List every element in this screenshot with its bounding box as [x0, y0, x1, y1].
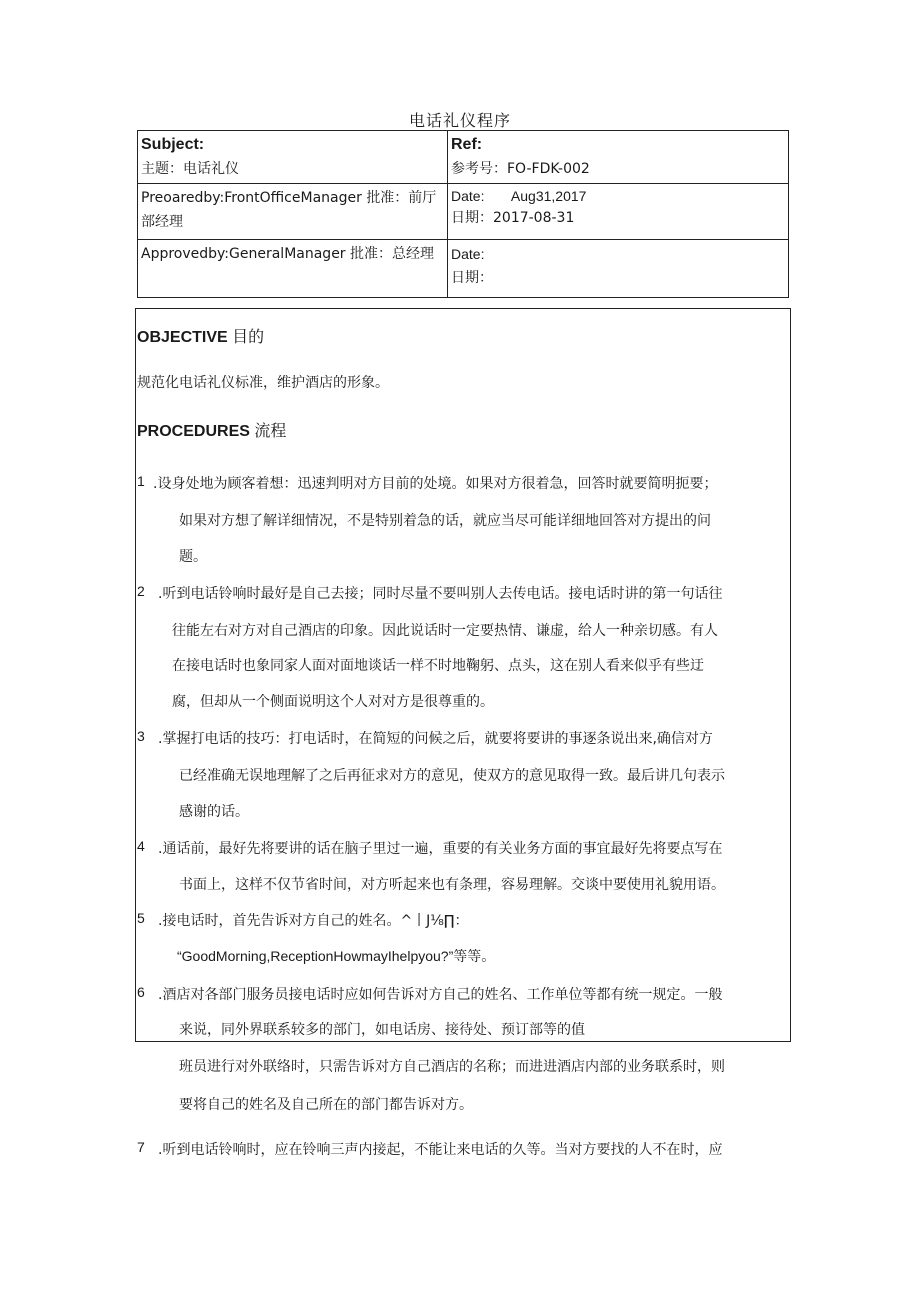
item-2-line: 腐，但却从一个侧面说明这个人对对方是很尊重的。	[172, 694, 494, 710]
item-5-line: .接电话时，首先告诉对方自己的姓名。^丨J⅛∏：	[158, 913, 469, 929]
item-4-line: .通话前，最好先将要讲的话在脑子里过一遍，重要的有关业务方面的事宜最好先将要点写在	[158, 841, 723, 857]
procedures-heading	[137, 418, 286, 441]
item-3-line: 感谢的话。	[179, 804, 249, 820]
subject-value: 主题：电话礼仪	[141, 161, 239, 177]
date2-cell	[448, 240, 789, 298]
approved-text: Approvedby:GeneralManager 批准：总经理	[141, 246, 435, 262]
subject-cell	[138, 131, 448, 184]
document-title: 电话礼仪程序	[408, 111, 511, 130]
item-5-line: “GoodMorning,ReceptionHowmayIhelpyou?”等等。	[177, 948, 496, 964]
date2-line2: 日期：	[451, 270, 493, 286]
prepared-cell	[138, 184, 448, 240]
header-table	[137, 130, 789, 298]
item-4-number: 4	[137, 838, 145, 854]
item-1-line: 如果对方想了解详细情况，不是特别着急的话，就应当尽可能详细地回答对方提出的问	[179, 513, 711, 529]
item-2-number: 2	[137, 583, 145, 599]
date1-line1: Date: Aug31,2017	[451, 188, 587, 204]
item-1-line: 题。	[179, 549, 207, 565]
item-6-line: .酒店对各部门服务员接电话时应如何告诉对方自己的姓名、工作单位等都有统一规定。一般	[158, 987, 723, 1003]
item-3-line: .掌握打电话的技巧：打电话时，在简短的问候之后，就要将要讲的事逐条说出来,确信对方	[158, 731, 713, 747]
item-2-line: 在接电话时也象同家人面对面地谈话一样不时地鞠躬、点头，这在别人看来似乎有些迂	[172, 658, 704, 674]
prepared-line1: Preoaredby:FrontOfficeManager 批准：前厅	[141, 190, 437, 206]
objective-heading-en: OBJECTIVE	[137, 329, 228, 346]
item-7-line: .听到电话铃响时，应在铃响三声内接起，不能让来电话的久等。当对方要找的人不在时，应	[158, 1142, 723, 1158]
item-6-line: 来说，同外界联系较多的部门，如电话房、接待处、预订部等的值	[179, 1022, 585, 1038]
item-3-line: 已经准确无误地理解了之后再征求对方的意见，使双方的意见取得一致。最后讲几句表示	[179, 768, 725, 784]
item-7-number: 7	[137, 1139, 145, 1155]
objective-heading	[137, 324, 264, 347]
ref-value: 参考号：FO-FDK-002	[451, 161, 590, 177]
objective-heading-cn: 目的	[232, 327, 265, 346]
ref-cell	[448, 131, 789, 184]
item-6-number: 6	[137, 984, 145, 1000]
objective-text: 规范化电话礼仪标准，维护酒店的形象。	[137, 375, 389, 391]
item-2-line: 往能左右对方对自己酒店的印象。因此说话时一定要热情、谦虚，给人一种亲切感。有人	[172, 623, 718, 639]
item-5-number: 5	[137, 910, 145, 926]
date1-cell	[448, 184, 789, 240]
procedures-heading-en: PROCEDURES	[137, 423, 250, 440]
item-2-line: .听到电话铃响时最好是自己去接；同时尽量不要叫别人去传电话。接电话时讲的第一句话往	[158, 586, 723, 602]
item-4-line: 书面上，这样不仅节省时间，对方听起来也有条理，容易理解。交谈中要使用礼貌用语。	[179, 877, 725, 893]
date1-line2: 日期：2017-08-31	[451, 210, 575, 226]
ref-label: Ref:	[451, 136, 483, 153]
item-1-line: .设身处地为顾客着想：迅速判明对方目前的处境。如果对方很着急，回答时就要简明扼要；	[153, 476, 718, 492]
item-3-number: 3	[137, 728, 145, 744]
prepared-line2: 部经理	[141, 214, 183, 230]
item-6-line: 要将自己的姓名及自己所在的部门都告诉对方。	[179, 1097, 473, 1113]
item-6-line: 班员进行对外联络时，只需告诉对方自己酒店的名称；而进进酒店内部的业务联系时，则	[179, 1059, 725, 1075]
procedures-heading-cn: 流程	[254, 421, 287, 440]
subject-label: Subject:	[141, 136, 205, 153]
date2-line1: Date:	[451, 246, 485, 262]
approved-cell	[138, 240, 448, 298]
item-1-number: 1	[137, 473, 145, 489]
